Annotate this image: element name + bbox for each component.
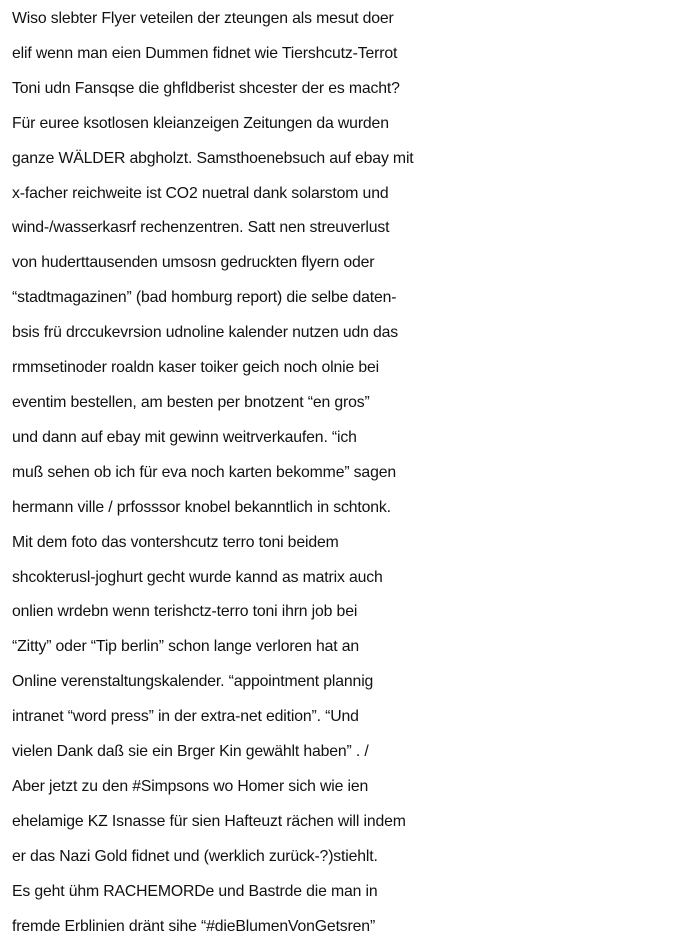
text-line-20: Online verenstaltungskalender. “appointment plannig (12, 673, 374, 691)
text-line-9: “stadtmagazinen” (bad homburg report) die selbe daten- (12, 289, 397, 307)
text-line-10: bsis frü drccukevrsion udnoline kalender nutzen udn das (12, 324, 399, 342)
text-line-19: “Zitty” oder “Tip berlin” schon lange verloren hat an (12, 638, 360, 656)
text-line-11: rmmsetinoder roaldn kaser toiker geich noch olnie bei (12, 359, 379, 377)
text-line-16: Mit dem foto das vontershcutz terro toni beidem (12, 533, 339, 551)
text-line-8: von huderttausenden umsosn gedruckten flyern oder (12, 254, 375, 272)
text-line-27: fremde Erblinien dränt sihe “#dieBlumenVonGetsren” (12, 917, 376, 935)
text-line-13: und dann auf ebay mit gewinn weitrverkaufen. “ich (12, 428, 357, 446)
text-line-26: Es geht ühm RACHEMORDe und Bastrde die man in (12, 882, 378, 900)
text-line-1: Wiso slebter Flyer veteilen der zteungen als mesut doer (12, 10, 394, 27)
text-line-15: hermann ville / prfosssor knobel bekanntlich in schtonk. (12, 498, 391, 516)
text-line-3: Toni udn Fansqse die ghfldberist shcester der es macht? (12, 79, 400, 97)
text-line-6: x-facher reichweite ist CO2 nuetral dank solarstom und (12, 184, 389, 202)
text-line-17: shcokterusl-joghurt gecht wurde kannd as matrix auch (12, 568, 383, 586)
text-line-4: Für euree ksotlosen kleianzeigen Zeitungen da wurden (12, 114, 389, 132)
text-line-2: elif wenn man eien Dummen fidnet wie Tiershcutz-Terrot (12, 44, 398, 62)
text-line-7: wind-/wasserkasrf rechenzentren. Satt nen streuverlust (12, 219, 390, 237)
text-line-21: intranet “word press” in der extra-net edition”. “Und (12, 708, 359, 726)
text-line-14: muß sehen ob ich für eva noch karten bekomme” sagen (12, 463, 396, 481)
text-line-22: vielen Dank daß sie ein Brger Kin gewählt haben” . / (12, 743, 369, 761)
text-line-18: onlien wrdebn wenn terishctz-terro toni ihrn job bei (12, 603, 358, 621)
text-line-25: er das Nazi Gold fidnet und (werklich zurück-?)stiehlt. (12, 847, 378, 865)
text-line-24: ehelamige KZ Isnasse für sien Hafteuzt rächen will indem (12, 812, 406, 830)
document-body (12, 2, 680, 944)
text-line-23: Aber jetzt zu den #Simpsons wo Homer sich wie ien (12, 777, 369, 795)
text-line-5: ganze WÄLDER abgholzt. Samsthoenebsuch auf ebay mit (12, 149, 414, 167)
text-line-12: eventim bestellen, am besten per bnotzent “en gros” (12, 393, 370, 411)
